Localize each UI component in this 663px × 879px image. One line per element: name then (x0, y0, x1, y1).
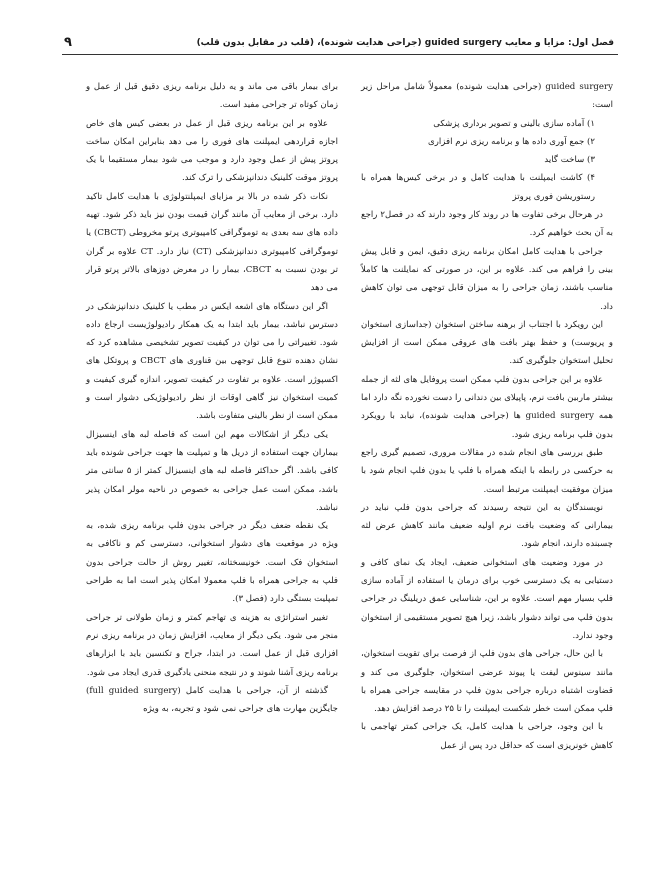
header-title: فصل اول: مزایا و معایب guided surgery (جراحی هدایت شونده)، (قلب در مقابل بدون قلب) (196, 38, 614, 48)
paragraph: برای بیمار باقی می ماند و یه دلیل برنامه ریزی دقیق قبل از عمل و زمان کوتاه تر جراحی مفید است. (86, 82, 338, 111)
left-column (86, 78, 338, 718)
paragraph: با این حال، جراحی های بدون فلپ از فرصت برای تقویت استخوان، مانند سینوس لیفت یا پیوند عرضی استخوان، جلوگیری می کند و قضاوت اشتباه درباره جراحی بدون فلپ در مقایسه جراحی همراه با فلپ ممکن است خطر شکست ایمپلنت را تا ۲۵ درصد افزایش دهد. (361, 649, 613, 715)
paragraph: علاوه بر این جراحی بدون فلپ ممکن است پروفایل های لثه از جمله بیشتر ماربین بافت نرم، پاپیلای بین دندانی را دست نخورده نگه دارد اما همه guided surgery ها (جراحی هدایت شونده)، نیابد با رویکرد بدون فلپ برنامه ریزی شود. (361, 374, 613, 440)
paragraph: guided surgery (جراحی هدایت شونده) معمولاً شامل مراحل زیر است: (361, 82, 613, 111)
list-item: ۱) آماده سازی بالینی و تصویر برداری پزشکی (433, 118, 595, 129)
paragraph: یک نقطه ضعف دیگر در جراحی بدون فلپ برنامه ریزی شده، به ویژه در موقعیت های دشوار استخوانی، دسترسی کم و ناکافی به استخوان فک است. خونیسختانه، تغییر روش از حالت جراحی بدون فلپ به جراحی همراه با فلپ معمولا امکان پذیر است اما به طراحی تمپلیت بستگی دارد (فصل ۳). (86, 521, 338, 605)
paragraph: جراحی با هدایت کامل امکان برنامه ریزی دقیق، ایمن و قابل پیش بینی را فراهم می کند. علاوه بر این، در صورتی که نمایلنت ها کاملاً مناسب باشند، زمان جراحی را به میزان قابل توجهی می توان کاهش داد. (361, 246, 613, 312)
paragraph: در مورد وضعیت های استخوانی ضعیف، ایجاد یک نمای کافی و دستیابی به یک دسترسی خوب برای درمان یا استفاده از آماده سازی فلپ بسیار مهم است. علاوه بر این، شناسایی عمق دریلینگ در جراحی بدون فلپ می تواند دشوار باشد، زیرا هیچ تصویر مستقیمی از استخوان وجود ندارد. (361, 557, 613, 641)
paragraph: گذشته از آن، جراحی با هدایت کامل (full guided surgery) جایگزین مهارت های جراحی نمی شود و تجربه، به ویژه (86, 685, 338, 715)
paragraph: با این وجود، جراحی با هدایت کامل، یک جراحی کمتر تهاجمی با کاهش خونریزی است که حداقل درد پس از عمل (361, 722, 613, 751)
right-column (361, 78, 613, 755)
paragraph: تغییر استراتژی به هزینه ی تهاجم کمتر و زمان طولانی تر جراحی منجر می شود. یکی دیگر از معایب، افزایش زمان در برنامه ریزی نرم افزاری قبل از عمل است. در ابتدا، جراح و تکنسین باید با ابزارهای برنامه ریزی آشنا شوند و در نتیجه منحنی یادگیری قدری ایجاد می شود. (86, 612, 338, 678)
paragraph: نکات ذکر شده در بالا بر مزایای ایمپلنتولوژی با هدایت کامل تاکید دارد. برخی از معایب آن مانند گران قیمت بودن نیز باید ذکر شود. تهیه داده های سه بعدی به توموگرافی کامپیوتری پرتو مخروطی (CBCT) یا توموگرافی کامپیوتری دندانپزشکی (CT) نیاز دارد. CT علاوه بر گران تر بودن نسبت به CBCT، بیمار را در معرض دوزهای بالاتر پرتو قرار می دهد (86, 191, 338, 294)
list-item: ۲) جمع آوری داده ها و برنامه ریزی نرم افزاری (428, 136, 595, 147)
paragraph: این رویکرد با اجتناب از برهنه ساختن استخوان (جداسازی استخوان و پریوست) و حفظ بهتر بافت های عروقی ممکن است از افزایش تحلیل استخوان جلوگیری کند. (361, 319, 613, 367)
paragraph: علاوه بر این برنامه ریزی قبل از عمل در بعضی کیس های خاص اجازه قراردهی ایمپلنت های فوری را می دهد بنابراین امکان ساخت پروتز پیش از عمل وجود دارد و موجب می شود بیمار مستقیما با یک پروتز موقت کلینیک دندانپزشکی را ترک کند. (86, 118, 338, 184)
paragraph: اگر این دستگاه های اشعه ایکس در مطب یا کلینیک دندانپزشکی در دسترس نباشد، بیمار باید ابتدا به یک همکار رادیولوژیست ارجاع داده شود. تغییراتی را می توان در کیفیت تصویر تشخیصی مشاهده کرد که نشان دهنده تنوع قابل توجهی بین قناوری های CBCT و پروتکل های اکسپوژر است. علاوه بر تفاوت در کیفیت تصویر، اندازه گیری کیفیت و کمیت استخوان نیز گاهی اوقات از نظر رادیولوژیکی دشوار است و ممکن است از نظر بالینی متفاوت باشد. (86, 301, 338, 422)
page-number: ۹ (64, 35, 72, 50)
running-header (62, 34, 618, 55)
paragraph: در هرحال برخی تفاوت ها در روند کار وجود دارند که در فصل۲ راجع به آن بحث خواهیم کرد. (361, 210, 613, 239)
list-item: ۴) کاشت ایمپلنت با هدایت کامل و در برخی کیس‌ها همراه با رستوریشن فوری پروتز (361, 173, 595, 202)
paragraph: طبق بررسی های انجام شده در مقالات مروری، تصمیم گیری راجع به حرکسی در رابطه با اینکه همراه با فلپ یا بدون فلپ انجام شود با میزان موفقیت ایمپلنت مرتبط است. (361, 447, 613, 495)
paragraph: نویسندگان به این نتیجه رسیدند که جراحی بدون فلپ نباید در بیمارانی که وضعیت بافت نرم اولیه ضعیف مانند کاهش عرض لثه چسبنده دارند، انجام شود. (361, 502, 613, 550)
list-item: ۳) ساخت گاید (544, 155, 595, 166)
paragraph: یکی دیگر از اشکالات مهم این است که فاصله لبه های اینسیزال بیماران جهت استفاده از دریل ها و تمپلیت ها جهت جراحی شونده باید کافی باشد. اگر حداکثر فاصله لبه های اینسیزال کمتر از ۵ سانتی متر باشد، ممکن است عمل جراحی به خصوص در ناحیه مولر امکان پذیر نباشد. (86, 429, 338, 513)
